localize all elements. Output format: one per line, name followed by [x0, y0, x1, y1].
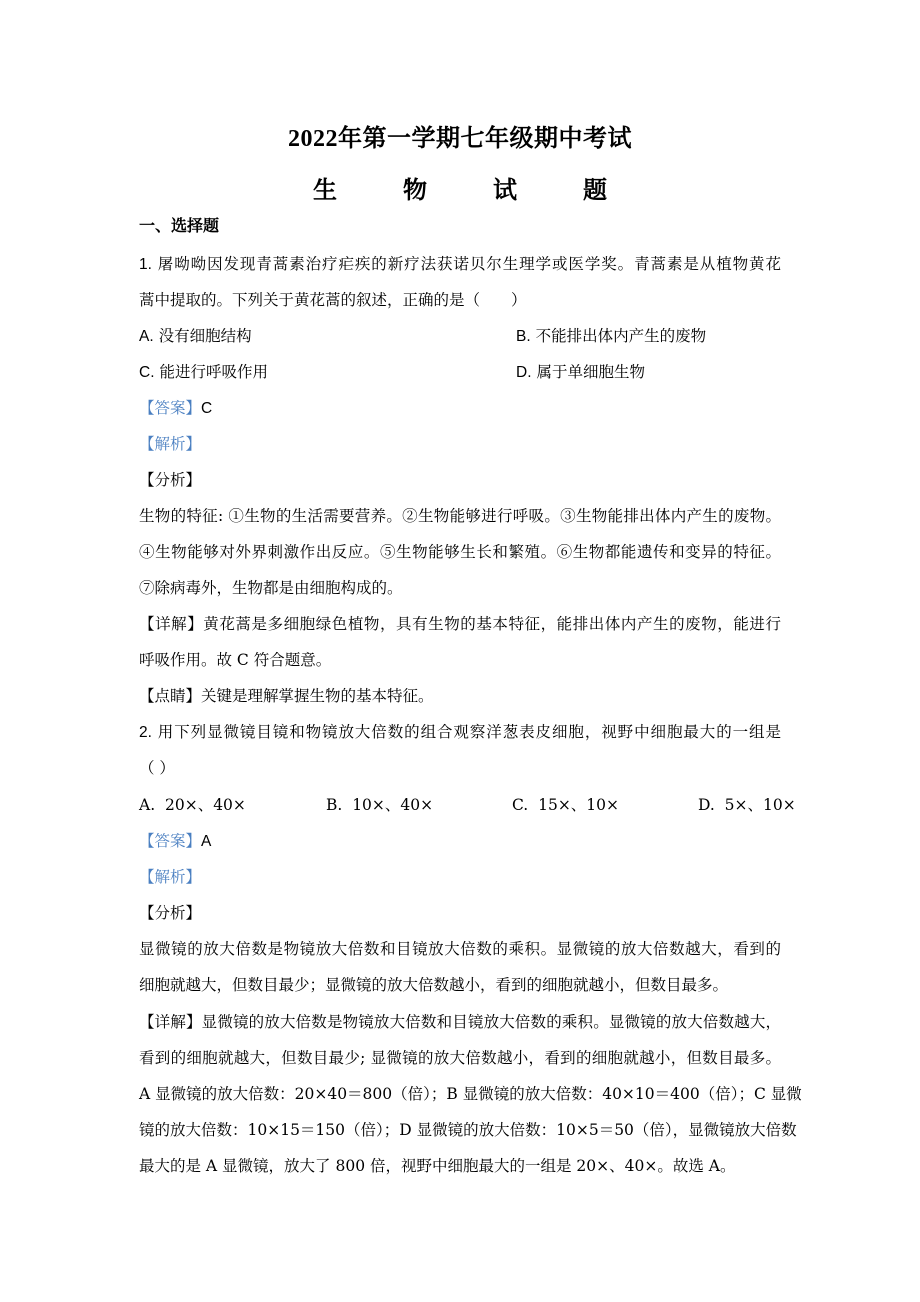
q2-xiangjie-line-5: 最大的是 A 显微镜，放大了 800 倍，视野中细胞最大的一组是 20×、40×。故选 A。: [139, 1157, 736, 1175]
q2-option-b: B. 10×、40×: [326, 796, 434, 814]
q2-analysis-label: 【解析】: [139, 868, 202, 886]
q2-xiangjie-line-3: A 显微镜的放大倍数：20×40＝800（倍）；B 显微镜的放大倍数：40×10＝400（倍）；C 显微: [139, 1085, 802, 1103]
q1-fenxi-line-2: ④生物能够对外界刺激作出反应。⑤生物能够生长和繁殖。⑥生物都能遗传和变异的特征。: [139, 543, 781, 561]
q1-xiangjie-line-1: 【详解】黄花蒿是多细胞绿色植物，具有生物的基本特征，能排出体内产生的废物，能进行: [139, 615, 781, 633]
q2-stem-line-2: （ ）: [139, 759, 175, 777]
q2-option-a: A. 20×、40×: [139, 796, 246, 814]
q2-fenxi-line-2: 细胞就越大，但数目最少；显微镜的放大倍数越小，看到的细胞就越小，但数目最多。: [139, 976, 729, 994]
section-heading: 一、选择题: [139, 216, 220, 235]
q1-stem-line-2: 蒿中提取的。下列关于黄花蒿的叙述，正确的是（ ）: [139, 291, 527, 309]
q1-option-d: D. 属于单细胞生物: [516, 363, 645, 381]
q1-answer: [139, 398, 212, 419]
q2-fenxi-line-1: 显微镜的放大倍数是物镜放大倍数和目镜放大倍数的乘积。显微镜的放大倍数越大，看到的: [139, 940, 781, 958]
q2-fenxi-label: 【分析】: [139, 904, 202, 922]
q1-option-c: C. 能进行呼吸作用: [139, 363, 268, 381]
q1-option-b: B. 不能排出体内产生的废物: [516, 327, 707, 345]
q2-xiangjie-line-2: 看到的细胞就越大，但数目最少; 显微镜的放大倍数越小，看到的细胞就越小，但数目最多。: [139, 1049, 781, 1067]
q1-analysis-label: 【解析】: [139, 435, 202, 453]
q1-number: 1.: [139, 256, 152, 273]
answer-value: A: [201, 833, 212, 850]
exam-title: 2022年第一学期七年级期中考试: [288, 126, 632, 152]
q1-fenxi-line-3: ⑦除病毒外，生物都是由细胞构成的。: [139, 579, 403, 597]
q2-answer: [139, 831, 211, 852]
q1-stem-line-1: 1. 屠呦呦因发现青蒿素治疗疟疾的新疗法获诺贝尔生理学或医学奖。青蒿素是从植物黄花: [139, 255, 781, 273]
answer-label: 【答案】: [139, 399, 202, 417]
answer-label: 【答案】: [139, 832, 202, 850]
q1-xiangjie-line-2: 呼吸作用。故 C 符合题意。: [139, 651, 332, 669]
q2-stem-line-1: 2. 用下列显微镜目镜和物镜放大倍数的组合观察洋葱表皮细胞，视野中细胞最大的一组是: [139, 723, 781, 741]
q2-option-d: D. 5×、10×: [698, 796, 796, 814]
q1-dianjing: 【点睛】关键是理解掌握生物的基本特征。: [139, 687, 434, 705]
q1-fenxi-label: 【分析】: [139, 471, 202, 489]
answer-value: C: [201, 400, 213, 417]
q2-xiangjie-line-1: 【详解】显微镜的放大倍数是物镜放大倍数和目镜放大倍数的乘积。显微镜的放大倍数越大，: [139, 1013, 781, 1031]
q2-option-c: C. 15×、10×: [512, 796, 620, 814]
q1-option-a: A. 没有细胞结构: [139, 327, 252, 345]
q2-xiangjie-line-4: 镜的放大倍数：10×15＝150（倍）；D 显微镜的放大倍数：10×5＝50（倍），显微镜放大倍数: [139, 1121, 797, 1139]
exam-subtitle: 生 物 试 题: [313, 178, 637, 204]
q2-number: 2.: [139, 724, 152, 741]
q1-fenxi-line-1: 生物的特征: ①生物的生活需要营养。②生物能够进行呼吸。③生物能排出体内产生的废物。: [139, 507, 781, 525]
